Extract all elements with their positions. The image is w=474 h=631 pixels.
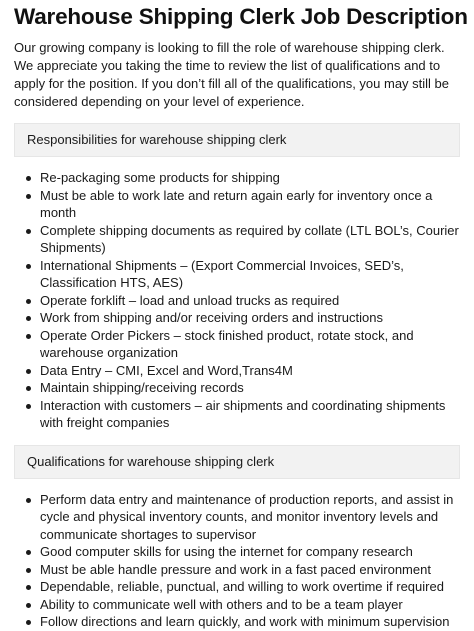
bullet-icon: [26, 404, 31, 409]
bullet-icon: [26, 620, 31, 625]
list-item: [40, 397, 460, 432]
list-item-text: Must be able to work late and return again early for inventory once a month: [40, 187, 433, 220]
list-item-text: Re-packaging some products for shipping: [40, 170, 280, 185]
list-item-text: Maintain shipping/receiving records: [40, 380, 244, 395]
bullet-icon: [26, 334, 31, 339]
list-item: [40, 362, 460, 380]
list-item-text: Follow directions and learn quickly, and work with minimum supervision: [40, 614, 450, 629]
list-item: [40, 309, 460, 327]
list-item: [40, 257, 460, 292]
list-item-text: International Shipments – (Export Commercial Invoices, SED’s, Classification HTS, AES): [40, 257, 404, 290]
bullet-icon: [26, 299, 31, 304]
list-item: [40, 327, 460, 362]
list-item-text: Operate forklift – load and unload trucks as required: [40, 292, 340, 308]
page-title: Warehouse Shipping Clerk Job Description: [14, 4, 468, 29]
intro-paragraph: Our growing company is looking to fill the role of warehouse shipping clerk. We appreciate you taking the time to review the list of qualifications and to apply for the position. If you don’t fill all of the qualifications, you may still be considered depending on your level of experience.: [14, 40, 450, 109]
list-item: [40, 613, 460, 631]
bullet-icon: [26, 176, 31, 181]
list-item-text: Data Entry – CMI, Excel and Word,Trans4M: [40, 362, 293, 378]
bullet-icon: [26, 264, 31, 269]
list-item: [40, 187, 460, 222]
bullet-icon: [26, 194, 31, 199]
list-item-text: Complete shipping documents as required by collate (LTL BOL’s, Courier Shipments): [40, 222, 459, 255]
bullet-icon: [26, 386, 31, 391]
list-item: [40, 578, 460, 596]
list-item: [40, 543, 460, 561]
bullet-icon: [26, 316, 31, 321]
bullet-icon: [26, 229, 31, 234]
list-item-text: Interaction with customers – air shipments and coordinating shipments with freight companies: [40, 397, 446, 430]
list-item: [40, 561, 460, 579]
bullet-icon: [26, 568, 31, 573]
list-item: [40, 222, 460, 257]
bullet-icon: [26, 550, 31, 555]
qualifications-heading: Qualifications for warehouse shipping clerk: [14, 445, 460, 479]
bullet-icon: [26, 369, 31, 374]
list-item: [40, 491, 460, 544]
bullet-icon: [26, 498, 31, 503]
bullet-icon: [26, 603, 31, 608]
qualifications-list: [14, 491, 460, 631]
list-item-text: Perform data entry and maintenance of production reports, and assist in cycle and physical inventory counts, and monitor inventory levels and communicate shortages to supervisor: [40, 491, 454, 542]
list-item-text: Must be able handle pressure and work in a fast paced environment: [40, 561, 431, 577]
list-item: [40, 379, 460, 397]
list-item: [40, 292, 460, 310]
list-item: [40, 169, 460, 187]
list-item-text: Dependable, reliable, punctual, and willing to work overtime if required: [40, 579, 444, 594]
responsibilities-list: [14, 169, 460, 432]
responsibilities-heading: Responsibilities for warehouse shipping clerk: [14, 123, 460, 157]
list-item-text: Operate Order Pickers – stock finished product, rotate stock, and warehouse organization: [40, 327, 414, 360]
bullet-icon: [26, 585, 31, 590]
list-item-text: Ability to communicate well with others and to be a team player: [40, 596, 403, 612]
list-item-text: Good computer skills for using the internet for company research: [40, 544, 413, 559]
list-item: [40, 596, 460, 614]
list-item-text: Work from shipping and/or receiving orders and instructions: [40, 310, 383, 325]
